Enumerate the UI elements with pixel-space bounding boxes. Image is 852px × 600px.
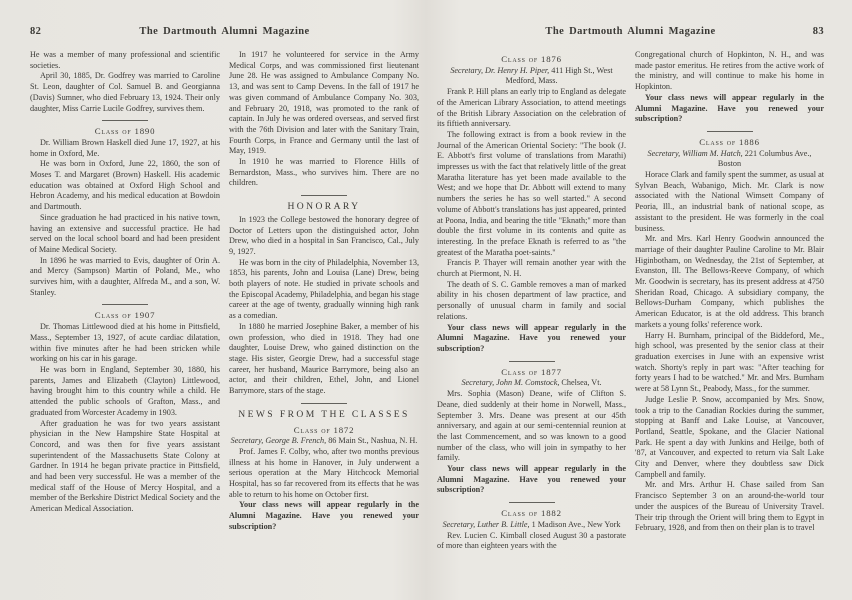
paragraph: He was born in Oxford, June 22, 1860, the son of Moses T. and Margaret (Brown) Haskell. His academic education was obtained at Oxford High School and Hebron Academy, and his medical education at Bowdoin and Dartmouth. [30, 159, 220, 212]
section-divider-rule [301, 195, 347, 196]
paragraph: In 1917 he volunteered for service in the Army Medical Corps, and was commissioned first lieutenant June 28. He was assigned to Ambulance Company No. 13, and was sent to Camp Devens. In the fall of 1917 he was given command of Ambulance Company No. 303, and February 20, 1918, was promoted to the rank of captain. In July he was ordered overseas, and served first with the 76th Division and later with the Sanitary Train, Fourth Corps, in France and Germany until the last of May, 1919. [229, 50, 419, 156]
class-heading: Class of 1886 [699, 136, 760, 147]
section-heading: HONORARY [287, 201, 361, 213]
paragraph: Since graduation he had practiced in his native town, having an extensive and successful practice. He had served on the local school board and had been president of Maine Medical Society. [30, 212, 220, 254]
secretary-address: 86 Main St., Nashua, N. H. [326, 436, 418, 446]
secretary-address: 411 High St., West Medford, Mass. [505, 65, 613, 86]
running-title: The Dartmouth Alumni Magazine [545, 26, 716, 37]
section-divider-rule [301, 403, 347, 404]
paragraph: Judge Leslie P. Snow, accompanied by Mrs. Snow, took a trip to the Canadian Rockies during the summer, stopping at Banff and Lake Louise, at Vancouver, Portland, Seattle, Spokane, and the Glacier National Park. He spent a day with Junkins and Heilge, both of '87, at Vancouver, and expected to return via Salt Lake City and Denver, where they doubtless saw Dick Campbell and family. [635, 394, 824, 479]
running-title: The Dartmouth Alumni Magazine [139, 26, 310, 37]
section-divider-rule [707, 131, 753, 132]
section-heading: NEWS FROM THE CLASSES [238, 408, 410, 420]
paragraph: Rev. Lucien C. Kimball closed August 30 a pastorate of more than eighteen years with the [437, 530, 626, 551]
section-divider-rule [509, 361, 555, 362]
class-heading: Class of 1890 [94, 126, 156, 137]
paragraph: Dr. William Brown Haskell died June 17, 1927, at his home in Oxford, Me. [30, 137, 220, 158]
paragraph: Mr. and Mrs. Karl Henry Goodwin announced the marriage of their daughter Pauline Caroline to Mr. Blair Higinbotham, on Wednesday, the 21st of September, at Evanston, Ill. The Bellows-Reeve Company, of which Mr. Goodwin is secretary, has its present address at 4750 Sheridan Road, Chicago. A subsidiary company, the Bellows-Durham Company, which publishes the American Educator, is at the old address. This branch markets a young folks' reference work. [635, 234, 824, 329]
secretary-address: 1 Madison Ave., New York [529, 519, 621, 529]
paragraph: In 1910 he was married to Florence Hills of Bernardston, Mass., who survives him. There are no children. [229, 157, 419, 188]
paragraph: He was born in England, September 30, 1880, his parents, James and Elizabeth (Clayton) Littlewood, having brought him to this country while a child. He attended the public schools of Grafton, Mass., and graduated from Worcester Academy in 1903. [30, 364, 220, 417]
page-82-column-1 [30, 50, 220, 533]
paragraph: Dr. Thomas Littlewood died at his home in Pittsfield, Mass., September 13, 1927, of acute cardiac dilatation, within five minutes after he had been stricken while working on his car in his garage. [30, 322, 220, 364]
paragraph: Mr. and Mrs. Arthur H. Chase sailed from San Francisco September 3 on an around-the-world tour under the auspices of the Bureau of University Travel. Their trip through the Orient will bring them to Egypt in February, 1928, and from then on their plan is to travel [635, 480, 824, 533]
paragraph: The death of S. C. Gamble removes a man of marked ability in his chosen department of law practice, and personally of unusual charm in family and social relations. [437, 279, 626, 321]
running-head-right [437, 26, 824, 37]
page-83-column-1 [437, 50, 626, 552]
secretary-name: Secretary, William M. Hatch, [647, 148, 743, 158]
subscription-notice: Your class news will appear regularly in the Alumni Magazine. Have you renewed your subscription? [437, 464, 626, 495]
secretary-address: 221 Columbus Ave., Boston [717, 148, 812, 169]
subscription-notice: Your class news will appear regularly in the Alumni Magazine. Have you renewed your subscription? [635, 92, 824, 124]
class-heading: Class of 1876 [501, 54, 562, 64]
paragraph: He was born in the city of Philadelphia, November 13, 1853, his parents, John and Louisa (Lane) Drew, being both players of note. He studied in private schools and the Episcopal Academy, Philadelphia, and began his stage career at the age of twenty, gradually winning high rank as a comedian. [229, 257, 419, 321]
paragraph: April 30, 1885, Dr. Godfrey was married to Caroline St. Leon, daughter of Col. Samuel B. and Georgianna (Davis) Sumner, who died February 13, 1924. Their only daughter, Miss Carrie Lucile Godfrey, survives them. [30, 71, 220, 113]
paragraph: Harry H. Burnham, principal of the Biddeford, Me., high school, was presented by the senior class at their graduation exercises in June with an expensive wrist watch. Shorty's reply in part was: "After teaching for forty years I had to be watched." Mr. and Mrs. Burnham were at 58 Lynn St., Peabody, Mass., for the summer. [635, 330, 824, 394]
class-heading: Class of 1882 [501, 508, 562, 519]
class-heading: Class of 1872 [293, 424, 355, 435]
paragraph: The following extract is from a book review in the Journal of the American Oriental Society: "The book (J. E. Abbott's first volume of translations from Marathi) impresses us with the fact that relatively little of the great Maratha literature has yet been made available to the West; and we hope that Dr. Abbott will extend to many numbers the series he has so well started." A second volume of Abbott's translations has just appeared, printed at Poona, India, and bearing the title "Eknath;" more than double the first volume in its contents and quite as interesting. In the preface Eknath is referred to as "the greatest of the Maratha poet-saints." [437, 129, 626, 257]
secretary-line [437, 66, 626, 87]
secretary-line [229, 436, 419, 447]
section-divider-rule [102, 304, 148, 305]
secretary-name: Secretary, Luther B. Little, [442, 519, 530, 529]
subscription-notice: Your class news will appear regularly in the Alumni Magazine. Have you renewed your subscription? [229, 500, 419, 531]
paragraph: In 1880 he married Josephine Baker, a member of his own profession, who died in 1918. They had one daughter, Louise Drew, who gained distinction on the stage. His sister, Georgie Drew, had a successful stage career, her husband, Maurice Barrymore, being also an actor, and their children, Ethel, John, and Lionel Barrymore, stars of the stage. [229, 321, 419, 396]
section-divider-rule [102, 120, 148, 121]
paragraph: Francis P. Thayer will remain another year with the church at Piermont, N. H. [437, 258, 626, 279]
paragraph: In 1923 the College bestowed the honorary degree of Doctor of Letters upon the distinguished actor, John Drew, who died in a hospital in San Francisco, Cal., July 9, 1927. [229, 214, 419, 256]
secretary-line [437, 520, 626, 531]
page-83-columns [437, 50, 824, 552]
secretary-name: Secretary, John M. Comstock, [461, 378, 560, 388]
secretary-address: Chelsea, Vt. [559, 378, 602, 388]
paragraph: Mrs. Sophia (Mason) Deane, wife of Clifton S. Deane, died suddenly at their home in Norwell, Mass., September 3. Mrs. Deane was present at our 45th anniversary, and again at our semi-centennial reunion at the last Commencement, and so was known to a good number of the class, who will join in sympathy to her family. [437, 389, 626, 463]
paragraph: Congregational church of Hopkinton, N. H., and was made pastor emeritus. He retires from the active work of the ministry, and will continue to make his home in Hopkinton. [635, 50, 824, 92]
section-divider-rule [509, 502, 555, 503]
subscription-notice: Your class news will appear regularly in the Alumni Magazine. Have you renewed your subscription? [437, 322, 626, 353]
class-heading: Class of 1877 [501, 366, 562, 377]
paragraph: In 1896 he was married to Evis, daughter of Orin A. and Mercy (Sampson) Martin of Poland, Me., who survives him, with a daughter, Alfreda M., and a son, W. Stanley. [30, 255, 220, 297]
page-83 [426, 0, 852, 600]
secretary-line [635, 149, 824, 170]
paragraph: Horace Clark and family spent the summer, as usual at Sylvan Beach, Wabanigo, Mich. Mr. Clark is now associated with the National Wimsett Company of Peoria, Ill., an industrial bank of national scope, as assistant to the president. He was formerly in the coal business. [635, 170, 824, 233]
running-head-left [30, 26, 419, 37]
paragraph: Prof. James F. Colby, who, after two months previous illness at his home in Hanover, in July underwent a serious operation at the Mary Hitchcock Memorial Hospital, has so far recovered from its effects that he was able to return to his home on October first. [229, 446, 419, 499]
class-heading: Class of 1907 [94, 310, 156, 321]
secretary-line [437, 378, 626, 389]
page-82-column-2 [229, 50, 419, 533]
page-82-columns [30, 50, 419, 533]
paragraph: After graduation he was for two years assistant physician in the New Hampshire State Hospital at Concord, and was then for five years assistant superintendent of the Massachusetts State Colony at Gardner. In 1914 he began private practice in Pittsfield, and had been very successful. He was a member of the medical staff of the House of Mercy Hospital, and a member of the Berkshire District Medical Society and the American Medical Association. [30, 418, 220, 514]
paragraph: Frank P. Hill plans an early trip to England as delegate of the American Library Association, to attend meetings of the British Library Association on the celebration of its fiftieth anniversary. [437, 87, 626, 129]
page-number: 83 [812, 26, 824, 37]
paragraph: He was a member of many professional and scientific societies. [30, 50, 220, 70]
secretary-name: Secretary, Dr. Henry H. Piper, [450, 65, 550, 75]
page-number: 82 [30, 26, 42, 37]
page-83-column-2 [635, 50, 824, 552]
secretary-name: Secretary, George B. French, [230, 436, 327, 446]
